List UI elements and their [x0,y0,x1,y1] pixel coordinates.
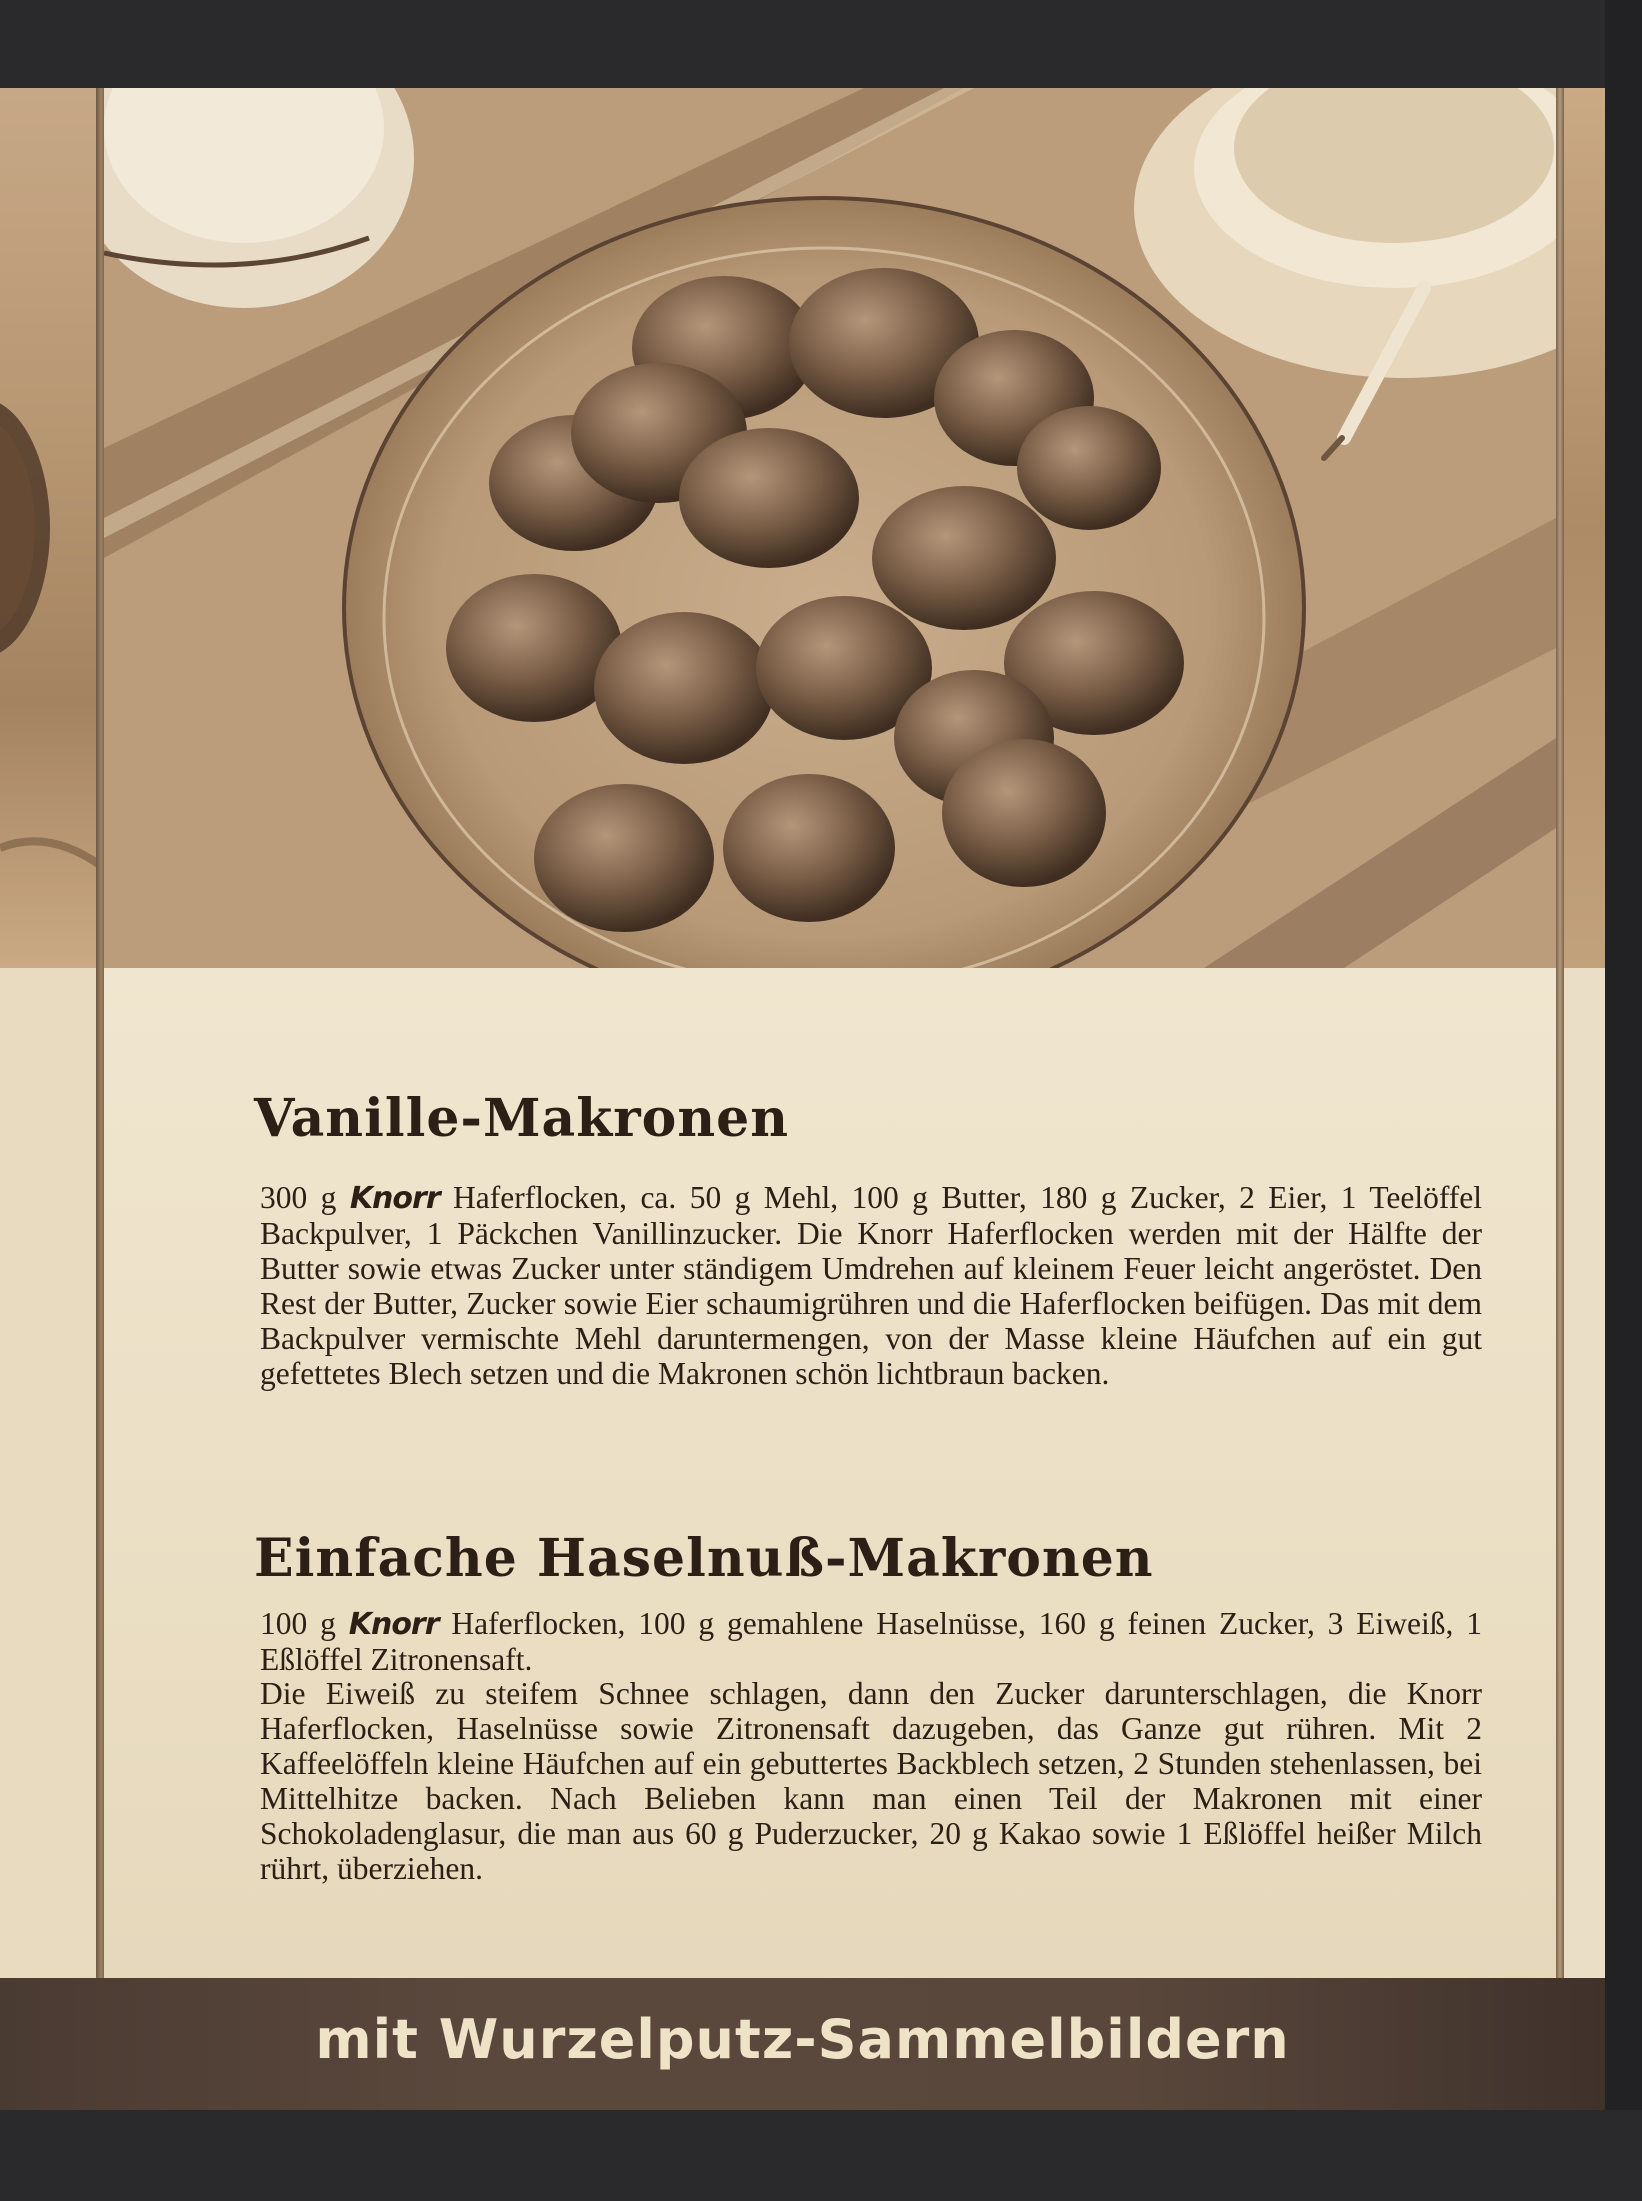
adjacent-panel-left [0,88,104,968]
recipe-page [104,968,1556,1978]
recipe2-body: Die Eiweiß zu steifem Schnee schlagen, dann den Zucker darunterschlagen, die Knorr Haferflocken, Haselnüsse sowie Zitronensaft dazugeben, das Ganze gut rühren. Mit 2 Kaffeelöffeln kleine Häufchen auf ein gebuttertes Backblech setzen, 2 Stunden stehenlassen, bei Mittelhitze backen. Nach Belieben kann man einen Teil der Makronen mit einer Schokoladenglasur, die man aus 60 g Puderzucker, 20 g Kakao sowie 1 Eßlöffel heißer Milch rührt, überziehen. [260,1676,1482,1886]
recipe2-ingredients [260,1606,1482,1677]
scan-background-right [1605,0,1642,2201]
recipe1-text: Haferflocken, ca. 50 g Mehl, 100 g Butter, 180 g Zucker, 2 Eier, 1 Teelöffel Backpulver, 1 Päckchen Vanillinzucker. Die Knorr Haferflocken werden mit der Hälfte der Butter sowie etwas Zucker unter ständigem Umdrehen auf kleinem Feuer leicht angeröstet. Den Rest der Butter, Zucker sowie Eier schaumigrühren und die Haferflocken beifügen. Das mit dem Backpulver vermischte Mehl daruntermengen, von der Masse kleine Häufchen auf ein gut gefettetes Blech setzen und die Makronen schön lichtbraun backen. [260,1180,1482,1391]
macaroons-illustration [104,88,1556,968]
macaroons-photo [104,88,1556,968]
recipe1-title: Vanille-Makronen [254,1088,790,1149]
recipe2-title: Einfache Haselnuß-Makronen [254,1528,1154,1589]
adjacent-photo-left [0,88,104,968]
footer-slogan: mit Wurzelputz-Sammelbildern [315,2008,1290,2071]
scan-background-top [0,0,1642,88]
adjacent-panel-right [1558,88,1605,968]
fold-line-right [1556,88,1564,2110]
adjacent-panel-left-paper [0,968,104,1978]
scan-background-bottom [0,2110,1642,2201]
recipe2-ingredient-list: Haferflocken, 100 g gemahlene Haselnüsse, 160 g feinen Zucker, 3 Eiweiß, 1 Eßlöffel Zitronensaft. [260,1606,1482,1677]
adjacent-panel-right-paper [1564,968,1605,1978]
knorr-logo: Knorr [349,1181,440,1216]
knorr-logo: Knorr [348,1607,439,1642]
recipe1-body [260,1180,1482,1391]
recipe2-amount: 100 g [260,1606,349,1641]
recipe1-amount: 300 g [260,1180,350,1215]
